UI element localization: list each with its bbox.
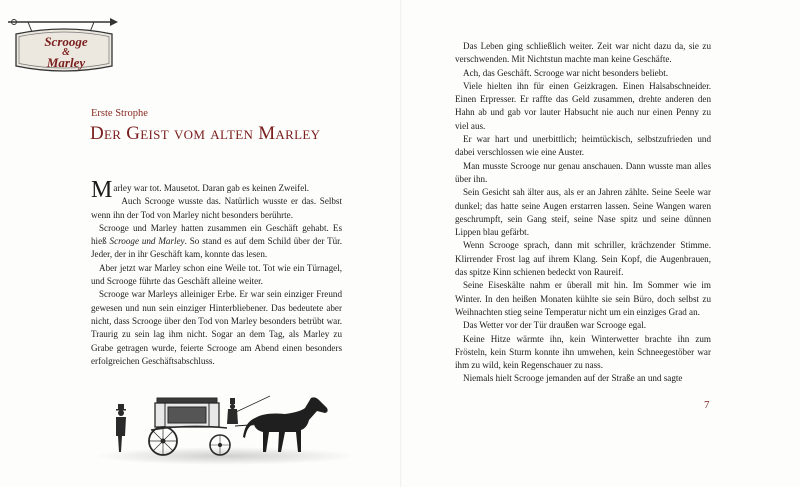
paragraph: Auch Scrooge wusste das. Natürlich wusste er das. Selbst wenn ihn der Tod von Marley nicht besonders berührte. [91, 196, 342, 220]
hearse-illustration [95, 390, 355, 465]
drop-cap: M [91, 177, 113, 203]
paragraph: Wenn Scrooge sprach, dann mit schriller, krächzender Stimme. Klirrender Frost lag auf ihrem Klang. Sein Kopf, die Augenbrauen, das spitze Kinn schienen bedeckt von Raureif. [455, 240, 711, 278]
paragraph: Das Wetter vor der Tür draußen war Scrooge egal. [463, 320, 647, 331]
business-name: Scrooge und Marley [109, 236, 185, 247]
carriage [149, 398, 230, 455]
paragraph: Ach, das Geschäft. Scrooge war nicht besonders beliebt. [463, 67, 669, 78]
paragraph: Scrooge war Marleys alleiniger Erbe. Er war sein einziger Freund gewesen und nun sein einziger Hinterbliebener. Das bedeutete aber nicht, dass Scrooge über den Tod von Marley besonders betrübt war. Traurig zu sein lag ihm nicht. Sogar an dem Tag, als Marley zu Grabe getragen wurde, feierte Scrooge am Abend einen besonders erfolgreichen Geschäftsabschluss. [91, 289, 342, 366]
paragraph: Aber jetzt war Marley schon eine Weile tot. Tot wie ein Türnagel, und Scrooge führte das Geschäft alleine weiter. [91, 262, 342, 287]
paragraph-text: Scrooge und Marley hatten zusammen ein Geschäft gehabt. Es hieß [91, 222, 342, 247]
paragraph: Das Leben ging schließlich weiter. Zeit war nicht dazu da, sie zu verschwenden. Mit Nichtstun machte man keine Geschäfte. [455, 41, 711, 65]
chapter-label: Erste Strophe [91, 108, 148, 119]
paragraph: Keine Hitze wärmte ihn, kein Winterwetter brachte ihn zum Frösteln, kein Sturm konnte ihn umwehen, kein Schneegestöber war ihm zu wild, kein Regenschauer zu nass. [455, 333, 711, 371]
paragraph: Er war hart und unerbittlich; heimtückisch, selbstzufrieden und dabei verschlossen wie eine Auster. [455, 134, 711, 158]
page-gutter [400, 0, 402, 487]
paragraph: Man musste Scrooge nur genau anschauen. Dann wusste man alles über ihn. [455, 160, 711, 184]
paragraph: Seine Eiseskälte nahm er überall mit hin. Im Sommer wie im Winter. In den heißen Monaten kühlte sie sein Büro, doch selbst zu Weihnachten stieg seine Temperatur nicht um ein einziges Grad an. [455, 280, 711, 317]
paragraph [91, 222, 342, 262]
paragraph: Niemals hielt Scrooge jemanden auf der Straße an und sagte [463, 373, 683, 384]
paragraph [91, 177, 342, 203]
paragraph: Sein Gesicht sah älter aus, als er an Jahren zählte. Seine Seele war dunkel; das hatte seine Augen erstarren lassen. Seine Wangen waren geschrumpft, sein Gang steif, seine Nase spitz und seine dünnen Lippen blau gefärbt. [455, 187, 711, 238]
sign-text-marley: Marley [46, 55, 86, 70]
page-number: 7 [704, 399, 710, 411]
sign-text-scrooge: Scrooge [44, 34, 88, 49]
paragraph-text: arley war tot. Mausetot. Daran gab es keinen Zweifel. [113, 183, 310, 193]
paragraph: Viele hielten ihn für einen Geizkragen. Einen Halsabschneider. Einen Erpresser. Er raffte das Geld zusammen, drehte anderen den Hahn ab und gab vor lauter Habsucht nie auch nur einen Penny zu viel aus. [455, 80, 711, 131]
scrooge-marley-sign [6, 10, 124, 80]
chapter-title: Der Geist vom alten Marley [90, 123, 321, 144]
paragraph-text: . So stand es auf dem Schild über der Tür. Jeder, der in ihr Geschäft kam, konnte das lesen. [91, 236, 342, 260]
left-page-body [91, 177, 342, 368]
mourner-figure [116, 404, 126, 452]
sign-text-ampersand: & [62, 47, 70, 58]
right-page-body [455, 40, 711, 386]
